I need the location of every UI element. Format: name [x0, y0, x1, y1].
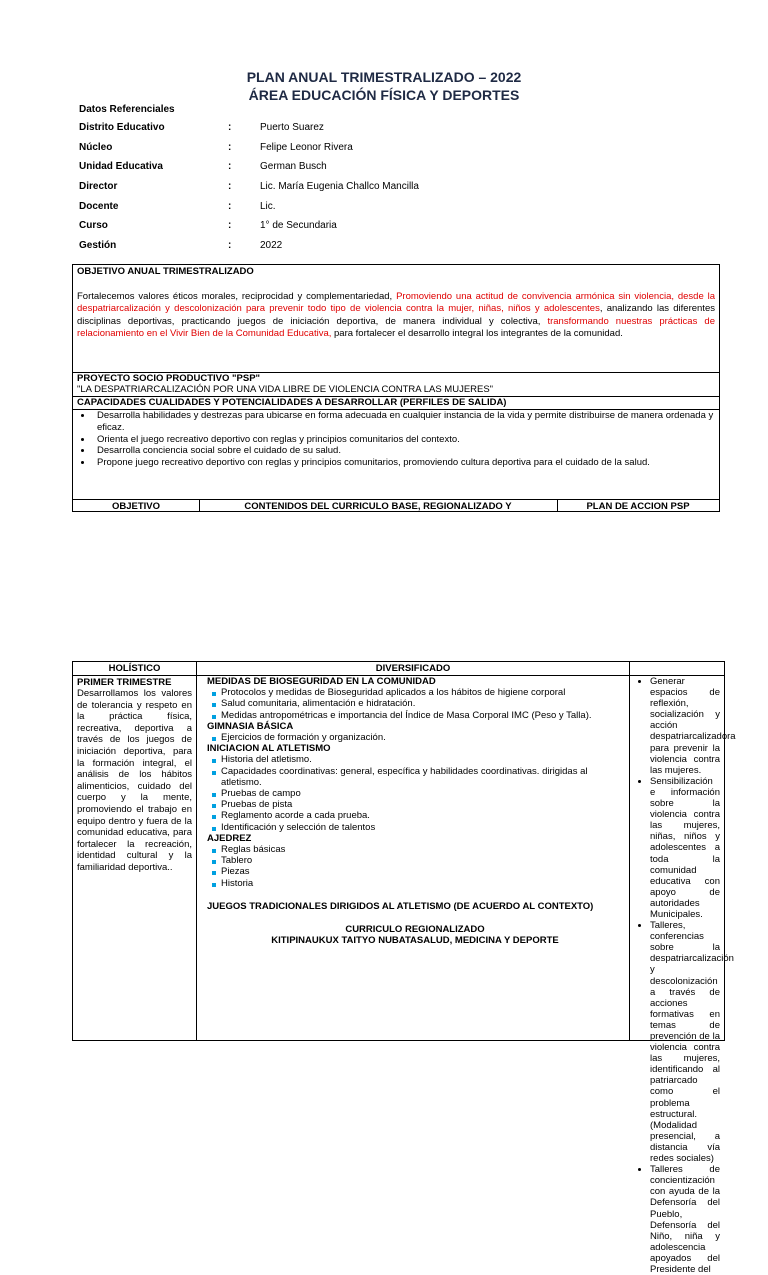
list-item: Historia	[211, 878, 623, 889]
ref-colon: :	[228, 122, 232, 133]
ref-value: 1° de Secundaria	[260, 220, 337, 232]
ref-value: Lic.	[260, 200, 276, 212]
list-item: • Desarrolla habilidades y destrezas para ubicarse en forma adecuada en cualquier instancia de la vida y permite distribuirse de manera ordenada y eficaz.	[93, 410, 715, 434]
capacidades-list-wrap	[73, 410, 719, 469]
ref-label: Docente	[79, 200, 119, 212]
objetivo-paragraph	[77, 291, 715, 341]
ref-colon: :	[228, 220, 232, 232]
list-item: Reglas básicas	[211, 844, 623, 855]
list-item: Medidas antropométricas e importancia del Índice de Masa Corporal IMC (Peso y Talla).	[211, 710, 623, 721]
plan-accion-column	[630, 662, 736, 1275]
psp-actions-list	[630, 676, 736, 1275]
list-item: • Generar espacios de reflexión, socialización y acción despatriarcalizadora para prevenir la violencia contra las mujeres.	[650, 676, 720, 776]
header-diversificado: DIVERSIFICADO	[197, 662, 629, 676]
ref-row-docente	[79, 197, 679, 217]
section-title: GIMNASIA BÁSICA	[207, 720, 294, 732]
plan-objectives-box	[72, 264, 720, 512]
contents-table	[72, 661, 736, 1275]
ref-value: German Busch	[260, 161, 327, 173]
objetivo-text-highlight: Promoviendo una actitud de convivencia armónica sin violencia, desde la despatriarcalización y descolonización para prevenir todo tipo de violencia contra la mujer, niñas, niños y adolescentes	[77, 291, 716, 315]
objetivo-text-part: para fortalecer el desarrollo integral los integrantes de la comunidad.	[331, 328, 623, 340]
trimestre-label: PRIMER TRIMESTRE	[77, 677, 172, 688]
ref-value: Felipe Leonor Rivera	[260, 141, 353, 153]
list-item: • Orienta el juego recreativo deportivo con reglas y principios comunitarios del contexto.	[93, 434, 715, 446]
holistico-cell	[73, 676, 196, 874]
ref-value: Lic. María Eugenia Challco Mancilla	[260, 181, 419, 193]
content-list	[207, 687, 623, 721]
ref-row-curso	[79, 216, 679, 236]
list-item: Capacidades coordinativas: general, específica y habilidades coordinativas. dirigidas al atletismo.	[211, 766, 623, 788]
ref-colon: :	[228, 240, 232, 252]
list-item: • Talleres, conferencias sobre la despatriarcalización y descolonización a través de acciones formativas en temas de prevención de la violencia contra las mujeres, identificando al patriarcado como el problema estructural. (Modalidad presencial, a distancia vía redes sociales)	[650, 920, 720, 1164]
capacidades-list	[75, 410, 715, 469]
list-item: Salud comunitaria, alimentación e hidratación.	[211, 698, 623, 709]
contenidos-column	[197, 662, 630, 1040]
list-item: Protocolos y medidas de Bioseguridad aplicados a los hábitos de higiene corporal	[211, 687, 623, 698]
list-item: Pruebas de pista	[211, 799, 623, 810]
ref-label: Curso	[79, 220, 108, 232]
header-plan-accion: PLAN DE ACCION PSP	[586, 501, 690, 512]
list-item: • Sensibilización e información sobre la violencia contra las mujeres, niñas, niños y adolescentes a toda la comunidad educativa con apoyo de autoridades Municipales.	[650, 776, 720, 920]
list-item: Reglamento acorde a cada prueba.	[211, 810, 623, 821]
curriculo-regionalizado-title: CURRICULO REGIONALIZADO	[345, 924, 485, 936]
objetivo-text-part: , analizando las diferentes disciplinas deportivas, practicando juegos de iniciación deportiva, de manera individual y colectiva,	[77, 303, 715, 327]
list-item: Identificación y selección de talentos	[211, 822, 623, 833]
content-list	[207, 754, 623, 832]
objetivo-heading: OBJETIVO ANUAL TRIMESTRALIZADO	[77, 266, 254, 277]
objetivo-text-part: Fortalecemos valores éticos morales, reciprocidad y complementariedad,	[77, 291, 397, 302]
section-title: INICIACION AL ATLETISMO	[207, 743, 331, 755]
holistico-text: Desarrollamos los valores de tolerancia y respeto en la práctica física, recreativa, deportiva a través de los juegos de iniciación deportiva, para la formación integral, el análisis de los hábitos alimenticios, cuidado del cuerpo y la mente, promoviendo el trabajo en equipo dentro y fuera de la comunidad educativa, para fortalecer la recreación, identidad cultural y la familiaridad deportiva..	[77, 688, 192, 873]
content-list	[207, 844, 623, 889]
header-plan-accion-blank	[630, 662, 724, 676]
page-subtitle: ÁREA EDUCACIÓN FÍSICA Y DEPORTES	[248, 87, 520, 103]
list-item: • Desarrolla conciencia social sobre el cuidado de su salud.	[93, 445, 715, 457]
contenidos-cell	[197, 676, 629, 946]
header-objetivo: OBJETIVO	[111, 501, 161, 512]
datos-referenciales-heading: Datos Referenciales	[79, 104, 175, 115]
spacer	[207, 889, 623, 901]
objetivo-text-highlight: transformando nuestras prácticas de relacionamiento en el Vivir Bien de la Comunidad Educativa,	[77, 315, 715, 340]
ref-row-unidad	[79, 157, 679, 177]
ref-label: Núcleo	[79, 141, 113, 153]
section-title: AJEDREZ	[207, 832, 252, 844]
objetivo-text	[73, 291, 719, 341]
kitipinaukux-title: KITIPINAUKUX TAITYO NUBATASALUD, MEDICINA Y DEPORTE	[271, 935, 559, 947]
ref-colon: :	[228, 141, 232, 153]
ref-colon: :	[228, 181, 232, 193]
list-item: Ejercicios de formación y organización.	[211, 732, 623, 743]
spacer	[207, 912, 623, 924]
list-item: Historia del atletismo.	[211, 754, 623, 765]
list-item: Pruebas de campo	[211, 788, 623, 799]
ref-row-distrito	[79, 118, 679, 138]
header-holistico: HOLÍSTICO	[73, 662, 196, 676]
ref-label: Director	[79, 181, 118, 193]
ref-value: 2022	[260, 240, 283, 252]
ref-label: Unidad Educativa	[79, 161, 163, 173]
content-list	[207, 732, 623, 743]
ref-colon: :	[228, 200, 232, 212]
capacidades-heading: CAPACIDADES CUALIDADES Y POTENCIALIDADES A DESARROLLAR (PERFILES DE SALIDA)	[77, 397, 507, 408]
datos-referenciales	[79, 118, 679, 256]
ref-row-nucleo	[79, 138, 679, 158]
page-title: PLAN ANUAL TRIMESTRALIZADO – 2022	[246, 69, 522, 85]
ref-label: Gestión	[79, 240, 117, 252]
psp-title: "LA DESPATRIARCALIZACIÓN POR UNA VIDA LIBRE DE VIOLENCIA CONTRA LAS MUJERES"	[77, 384, 494, 395]
psp-heading: PROYECTO SOCIO PRODUCTIVO "PSP"	[77, 373, 261, 384]
list-item: Tablero	[211, 855, 623, 866]
table-header-row	[73, 500, 719, 512]
ref-row-gestion	[79, 236, 679, 256]
ref-value: Puerto Suarez	[260, 122, 324, 133]
juegos-title: JUEGOS TRADICIONALES DIRIGIDOS AL ATLETISMO (DE ACUERDO AL CONTEXTO)	[207, 900, 594, 912]
list-item: Piezas	[211, 866, 623, 877]
header-contenidos: CONTENIDOS DEL CURRICULO BASE, REGIONALIZADO Y	[244, 501, 512, 512]
ref-colon: :	[228, 161, 232, 173]
list-item: • Propone juego recreativo deportivo con reglas y principios comunitarios, promoviendo cultura deportiva para el cuidado de la salud.	[93, 457, 715, 469]
list-item: • Talleres de concientización con ayuda de la Defensoría del Pueblo, Defensoría del Niño, niña y adolescencia apoyados del Presidente del	[650, 1164, 720, 1275]
holistico-column	[73, 662, 197, 1040]
section-title: MEDIDAS DE BIOSEGURIDAD EN LA COMUNIDAD	[207, 676, 436, 687]
ref-row-director	[79, 177, 679, 197]
ref-label: Distrito Educativo	[79, 122, 165, 133]
